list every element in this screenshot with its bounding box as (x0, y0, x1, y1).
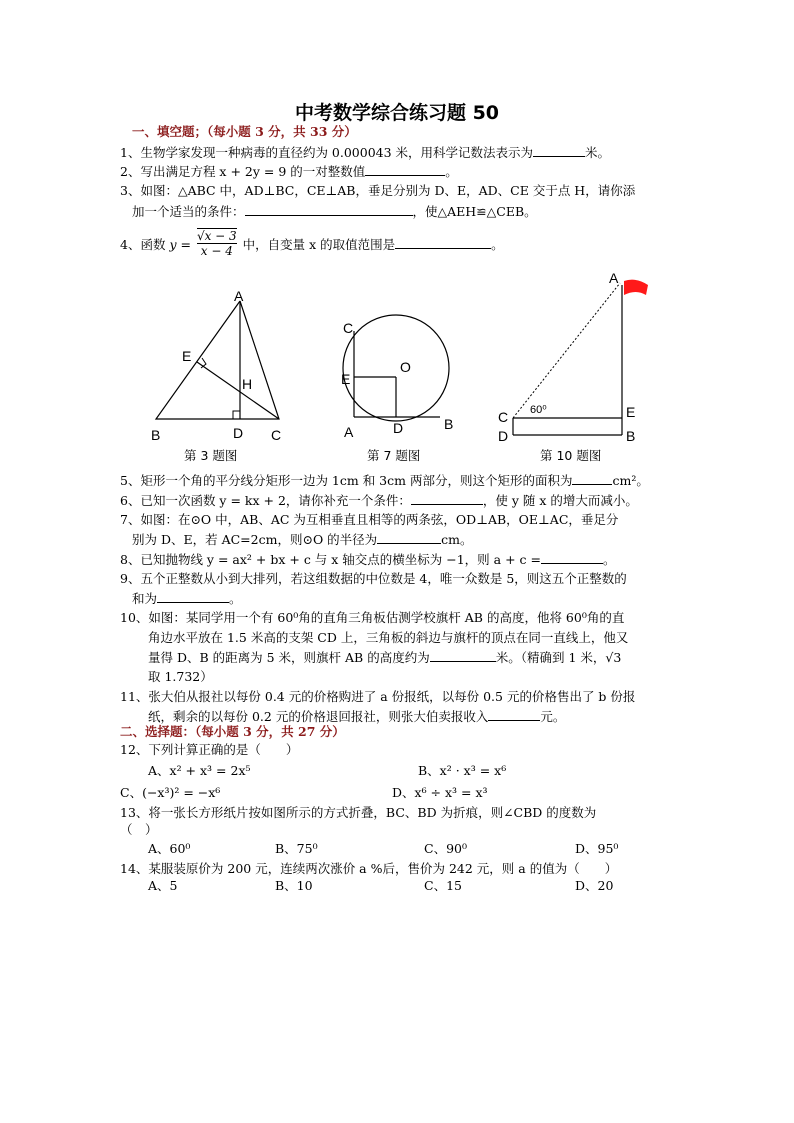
q12-option-a[interactable]: A、x² + x³ = 2x⁵ (148, 763, 251, 778)
label-a: A (234, 288, 244, 304)
question-7-end: cm。 (441, 532, 473, 547)
section-choice-heading: 二、选择题：（每小题 3 分，共 27 分） (120, 724, 345, 739)
q14-option-c[interactable]: C、15 (424, 878, 462, 893)
question-11-end: 元。 (540, 709, 566, 724)
q12-option-c[interactable]: C、(−x³)² = −x⁶ (120, 785, 221, 800)
question-1 (120, 144, 680, 161)
question-4-end: 。 (491, 237, 504, 252)
question-2-text: 2、写出满足方程 x + 2y = 9 的一对整数值 (120, 164, 366, 179)
q14-option-d[interactable]: D、20 (575, 878, 614, 893)
q14-option-a[interactable]: A、5 (148, 878, 178, 893)
label-b: B (626, 428, 636, 444)
q12-option-b[interactable]: B、x² · x³ = x⁶ (418, 763, 507, 778)
label-e: E (626, 404, 636, 420)
figure-7-circle (341, 315, 453, 463)
question-10-line-1: 10、如图：某同学用一个有 60⁰角的直角三角板估测学校旗杆 AB 的高度，他将 60⁰角的直 (120, 610, 625, 625)
page-title: 中考数学综合练习题 50 (294, 102, 500, 124)
question-10-text: 量得 D、B 的距离为 5 米，则旗杆 AB 的高度约为 (148, 650, 430, 665)
q13-option-b[interactable]: B、75⁰ (275, 841, 318, 856)
question-6-text: 6、已知一次函数 y = kx + 2，请你补充一个条件： (120, 493, 411, 508)
question-7-line-1: 7、如图：在⊙O 中，AB、AC 为互相垂直且相等的两条弦，OD⊥AB，OE⊥AC，垂足分 (120, 512, 619, 527)
question-11-line-2 (148, 708, 708, 725)
question-9-line-2 (132, 590, 692, 607)
question-9-line-1: 9、五个正整数从小到大排列，若这组数据的中位数是 4，唯一众数是 5，则这五个正整数的 (120, 571, 627, 586)
question-4-prefix: 4、函数 (120, 237, 166, 252)
question-7-text: 别为 D、E，若 AC=2cm，则⊙O 的半径为 (132, 532, 378, 547)
figure-10-caption: 第 10 题图 (540, 448, 602, 463)
answer-blank[interactable] (157, 590, 229, 603)
question-13-line-1: 13、将一张长方形纸片按如图所示的方式折叠，BC、BD 为折痕，则∠CBD 的度数为 (120, 805, 597, 820)
fraction-denominator: x − 4 (197, 243, 237, 258)
question-11-line-1: 11、张大伯从报社以每份 0.4 元的价格购进了 a 份报纸，以每份 0.5 元的价格售出了 b 份报 (120, 689, 636, 704)
question-3-line-2 (132, 203, 692, 220)
label-c: C (271, 427, 282, 443)
question-10-line-2: 角边水平放在 1.5 米高的支架 CD 上，三角板的斜边与旗杆的顶点在同一直线上，他又 (148, 630, 629, 645)
answer-blank[interactable] (245, 203, 413, 216)
question-6-end: ，使 y 随 x 的增大而减小。 (482, 493, 638, 508)
question-4-text: 中，自变量 x 的取值范围是 (242, 237, 396, 252)
label-o: O (400, 359, 411, 375)
question-8 (120, 551, 680, 568)
flag-icon (624, 280, 648, 295)
answer-blank[interactable] (541, 551, 603, 564)
answer-blank[interactable] (411, 492, 483, 505)
figure-3-triangle (151, 288, 281, 463)
question-10-end: 米。（精确到 1 米，√3 (495, 650, 622, 665)
question-4 (120, 231, 680, 260)
figure-10-flagpole (498, 270, 648, 463)
question-1-text: 1、生物学家发现一种病毒的直径约为 0.000043 米，用科学记数法表示为 (120, 145, 534, 160)
radicand: x − 3 (204, 229, 237, 243)
label-c: C (343, 320, 354, 336)
question-2-end: 。 (445, 164, 458, 179)
question-3-end: ，使△AEH≌△CEB。 (412, 204, 537, 219)
figure-7-caption: 第 7 题图 (367, 448, 421, 463)
question-14: 14、某服装原价为 200 元，连续两次涨价 a %后，售价为 242 元，则 a 的值为（ ） (120, 861, 618, 876)
question-1-end: 米。 (585, 145, 611, 160)
label-e: E (341, 371, 351, 387)
question-2 (120, 163, 680, 180)
q13-option-a[interactable]: A、60⁰ (148, 841, 191, 856)
question-10-line-3 (148, 649, 708, 666)
label-a: A (609, 270, 619, 286)
label-b: B (151, 427, 161, 443)
triangle-abc (156, 301, 279, 419)
question-6 (120, 492, 680, 509)
fraction-numerator: √x − 3 (196, 229, 237, 243)
question-8-end: 。 (602, 552, 616, 567)
answer-blank[interactable] (572, 472, 612, 485)
figure-3-caption: 第 3 题图 (184, 448, 238, 463)
label-a: A (344, 424, 354, 440)
figures-row (0, 265, 794, 475)
q13-option-c[interactable]: C、90⁰ (424, 841, 467, 856)
question-5-text: 5、矩形一个角的平分线分矩形一边为 1cm 和 3cm 两部分，则这个矩形的面积为 (120, 473, 573, 488)
answer-blank[interactable] (430, 649, 496, 662)
question-5 (120, 472, 680, 489)
label-d: D (498, 428, 509, 444)
right-angle-mark-e (201, 358, 206, 368)
answer-blank[interactable] (533, 144, 585, 157)
fraction (197, 229, 237, 258)
question-3-text: 加一个适当的条件： (132, 204, 245, 219)
q14-option-b[interactable]: B、10 (275, 878, 313, 893)
question-12: 12、下列计算正确的是（ ） (120, 742, 299, 757)
label-h: H (242, 376, 253, 392)
answer-blank[interactable] (395, 236, 491, 249)
sight-line (513, 283, 620, 418)
label-c: C (498, 409, 509, 425)
question-3-line-1: 3、如图：△ABC 中，AD⊥BC，CE⊥AB，垂足分别为 D、E，AD、CE 交于点 H，请你添 (120, 183, 636, 198)
question-7-line-2 (132, 531, 692, 548)
label-b: B (444, 416, 454, 432)
angle-label: 60⁰ (530, 404, 547, 416)
answer-blank[interactable] (488, 708, 540, 721)
question-11-text: 纸，剩余的以每份 0.2 元的价格退回报社，则张大伯卖报收入 (148, 709, 489, 724)
question-9-end: 。 (229, 591, 242, 606)
q13-option-d[interactable]: D、95⁰ (575, 841, 619, 856)
answer-blank[interactable] (365, 163, 445, 176)
q12-option-d[interactable]: D、x⁶ ÷ x³ = x³ (392, 785, 488, 800)
label-d: D (393, 420, 404, 436)
answer-blank[interactable] (377, 531, 441, 544)
function-label: y = (169, 237, 191, 252)
question-13-line-2: （ ） (120, 822, 158, 837)
label-d: D (233, 425, 244, 441)
question-8-text: 8、已知抛物线 y = ax² + bx + c 与 x 轴交点的横坐标为 −1，则 a + c = (120, 552, 541, 567)
right-angle-mark-d (233, 411, 240, 419)
question-10-line-4: 取 1.732） (148, 669, 213, 684)
altitude-ce (197, 362, 279, 419)
label-e: E (182, 348, 192, 364)
question-9-text: 和为 (132, 591, 158, 606)
question-5-end: cm²。 (612, 473, 649, 488)
section-fill-in-heading: 一、填空题；（每小题 3 分，共 33 分） (132, 124, 357, 139)
